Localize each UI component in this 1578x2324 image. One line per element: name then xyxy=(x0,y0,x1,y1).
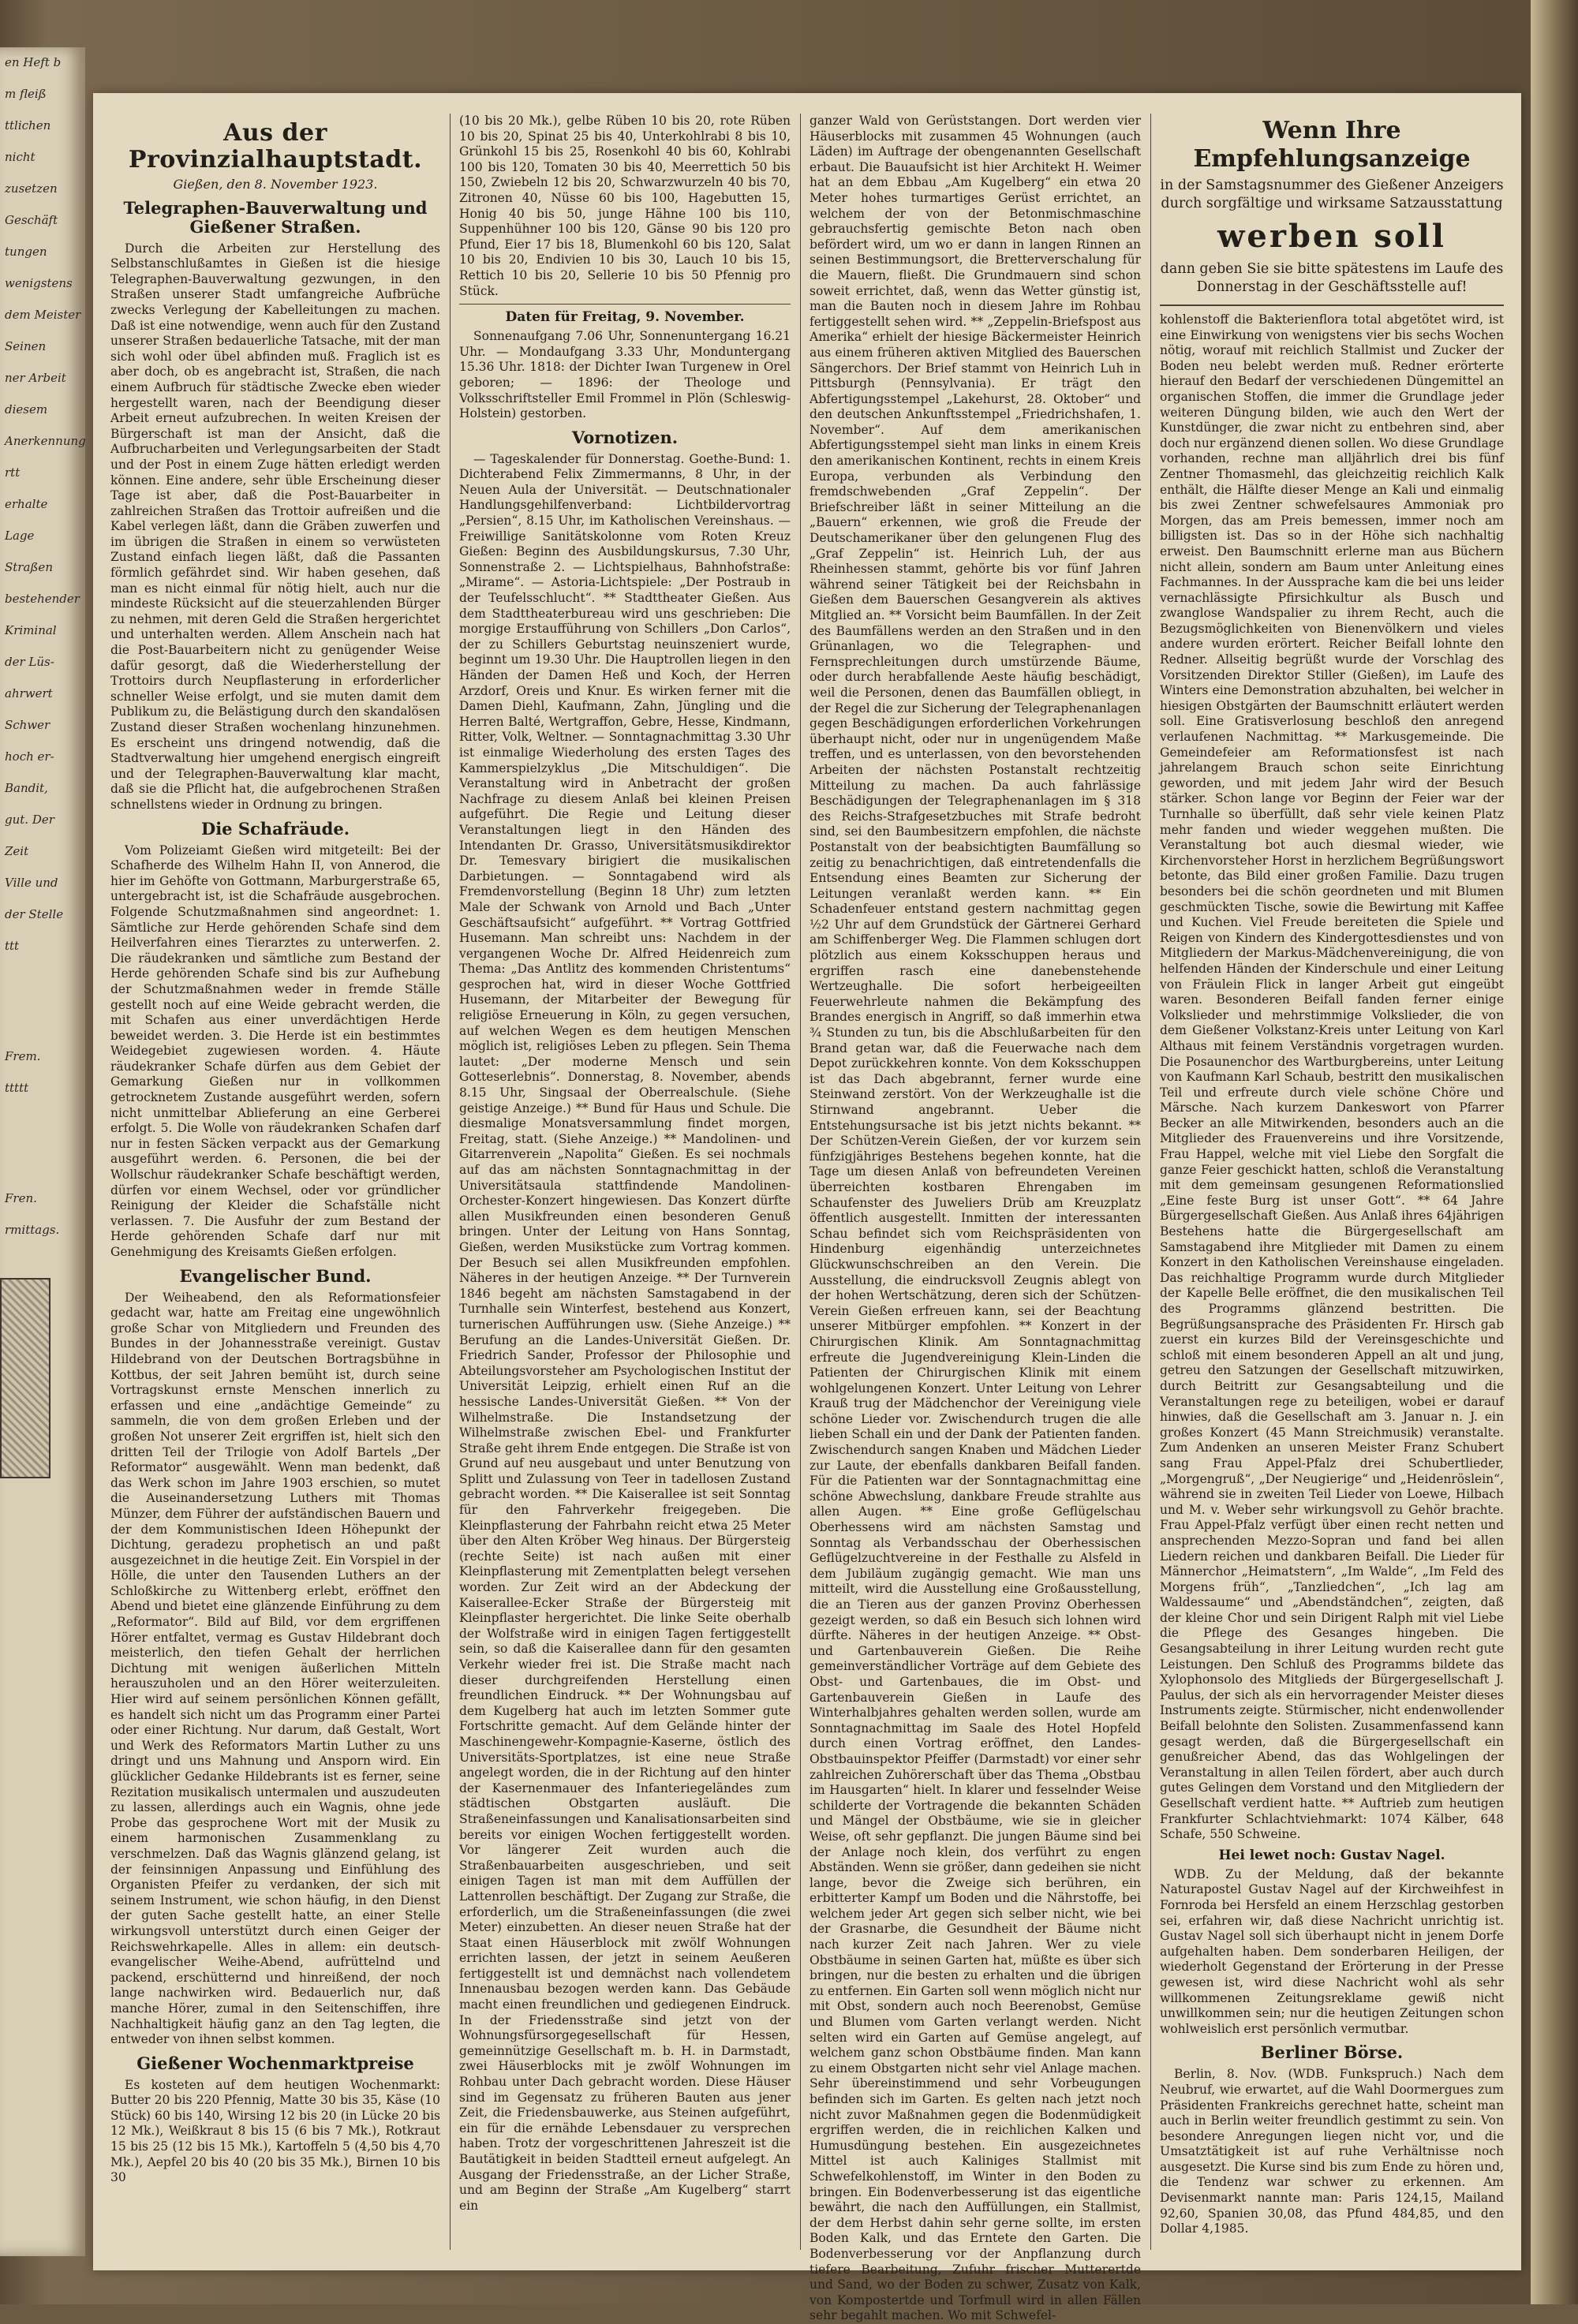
article-wochenmarkt-cont: (10 bis 20 Mk.), gelbe Rüben 10 bis 20, rote Rüben 10 bis 20, Spinat 25 bis 40, Unterkohlrabi 8 bis 10, Grünkohl 15 bis 25, Rosenkohl 40 bis 60, Kohlrabi 100 bis 120, Tomaten 30 bis 40, Meerrettich 50 bis 150, Zwiebeln 12 bis 20, Schwarzwurzeln 40 bis 70, Zitronen 40, Nüsse 60 bis 100, Hagebutten 15, Honig 40 bis 50, junge Hähne 100 bis 110, Suppenhühner 100 bis 120, Gänse 90 bis 120 pro Pfund, Eier 17 bis 18, Blumenkohl 60 bis 120, Salat 10 bis 20, Endivien 10 bis 30, Lauch 10 bis 15, Rettich 10 bis 20, Sellerie 10 bis 50 Pfennig pro Stück. xyxy=(459,114,791,298)
right-page-edge xyxy=(1531,0,1578,2304)
column-3 xyxy=(810,114,1141,2323)
column-rule xyxy=(450,114,451,2250)
left-page-fragment: ahrwert xyxy=(5,686,53,701)
left-page-fragment: ttlichen xyxy=(5,118,51,133)
left-page-fragment: Anerkennung xyxy=(5,434,86,448)
left-page-fragment: erhalte xyxy=(5,497,48,511)
left-page-fragment: rtt xyxy=(5,465,21,480)
advertisement-box xyxy=(1160,117,1504,297)
left-page-fragment: diesem xyxy=(5,402,48,417)
article-daten: Sonnenaufgang 7.06 Uhr, Sonnenuntergang 16.21 Uhr. — Mondaufgang 3.33 Uhr, Monduntergang 15.36 Uhr. 1818: der Dichter Iwan Turgenew in Orel geboren; — 1896: der Theologe und Volksschriftsteller Emil Frommel in Plön (Schleswig-Holstein) gestorben. xyxy=(459,329,791,421)
ad-headline: werben soll xyxy=(1217,218,1446,255)
column-2 xyxy=(459,114,791,2250)
ad-line: dann geben Sie sie bitte spätestens im Laufe des xyxy=(1160,261,1504,277)
article-evangelischer-bund: Der Weiheabend, den als Reformationsfeier gedacht war, hatte am Freitag eine ungewöhnlich große Schar von Mitgliedern und Freunden des Bundes in der Johannesstraße vereinigt. Gustav Hildebrand von der Deutschen Bortragsbühne in Kottbus, der seit Jahren bemüht ist, durch seine Vortragskunst ernste Menschen innerlich zu erfassen und eine „andächtige Gemeinde“ zu sammeln, die von dem großen Erleben und der großen Not unserer Zeit ergriffen ist, hielt sich den dritten Teil der Trilogie von Adolf Bartels „Der Reformator“ ausgewählt. Wenn man bedenkt, daß das Werk schon im Jahre 1903 erschien, so mutet die Auseinandersetzung Luthers mit Thomas Münzer, dem Führer der aufständischen Bauern und der dem Kommunistischen Ideen Höhepunkt der Dichtung, geradezu prophetisch an und paßt ausgezeichnet in die heutige Zeit. Ein Vorspiel in der Hölle, die unter den Tausenden Luthers an der Schloßkirche zu Wittenberg erlebt, eröffnet den Abend und bietet eine glänzende Einführung zu dem „Reformator“. Bild auf Bild, vor dem ergriffenen Hörer entfaltet, vermag es Gustav Hildebrant doch meisterlich, den tiefen Gehalt der herrlichen Dichtung mit wenigen äußerlichen Mitteln herauszuholen und an den Hörer weiterzuleiten. Hier wird auf seinem persönlichen Können gefällt, es handelt sich nicht um das Programm einer Partei oder einer Richtung. Nur darum, daß Gestalt, Wort und Werk des Reformators Martin Luther zu uns dringt und uns Mahnung und Ansporn wird. Ein glücklicher Gedanke Hildebrants ist es ferner, seine Rezitation musikalisch untermalen und auszudeuten zu lassen, allerdings auch ein Wagnis, ohne jede Probe das gesprochene Wort mit der Musik zu einem harmonischen Zusammenklang zu verschmelzen. Daß das Wagnis glänzend gelang, ist der feinsinnigen Anpassung und Einfühlung des Organisten Pfeifer zu verdanken, der sich mit seinem Instrument, wie schon häufig, in den Dienst der guten Sache gestellt hatte, an einer Stelle wirkungsvoll unterstützt durch einen Geiger der Reichswehrkapelle. Alles in allem: ein deutsch-evangelischer Weihe-Abend, aufrüttelnd und packend, erschütternd und hinreißend, der noch lange nachwirken wird. Bedauerlich nur, daß manche Hörer, zumal in den Seitenschiffen, ihre Nachhaltigkeit häufig ganz an den Tag legten, die entweder von ihnen selbst kommen. xyxy=(110,1290,440,2047)
left-page-fragment: dem Meister xyxy=(5,308,81,322)
article-local-news-cont: kohlenstoff die Bakterienflora total abgetötet wird, ist eine Einwirkung von wenigstens vier bis sechs Wochen nötig, worauf mit reichlich Stallmist und Zucker der Boden neu belebt werden muß. Redner erörterte hierauf den Bedarf der verschiedenen Düngemittel an organischen Stoffen, die immer die Grundlage jeder weiteren Düngung bilden, wie auch den Wert der Kunstdünger, die zwar nicht zu entbehren sind, aber doch nur ergänzend dienen sollen. Wo diese Grundlage vorhanden, rechne man alljährlich drei bis fünf Zentner Thomasmehl, das gleichzeitig reichlich Kalk enthält, die Hälfte dieser Menge an Kali und einmalig bis zwei Zentner schwefelsaures Ammoniak pro Morgen, das am Preis bemessen, immer noch am billigsten ist. Das so in der Höhe sich nachhaltig erweist. Den Baumschnitt erlerne man aus Büchern nicht allein, sondern am Baum unter Anleitung eines Fachmannes. In der Aussprache kam die bei uns leider vernachlässigte Pfirsichkultur als Busch und zwanglose Wandspalier zu ihrem Recht, auch die Bezugsmöglichkeiten von Bienenvölkern und vieles andere wurden erörtert. Reicher Beifall lohnte den Redner. Allseitig begrüßt wurde der Vorschlag des Vorsitzenden Direktor Stiller (Gießen), im Laufe des Winters eine Demonstration abzuhalten, bei welcher in hiesigen Obstgärten der Baumschnitt erläutert werden soll. Eine Gratisverlosung beschloß den anregend verlaufenen Nachmittag. ** Markusgemeinde. Die Gemeindefeier am Reformationsfest ist nach jahrelangem Brauch schon seite Einrichtung geworden, und mit jedem Jahr wird der Besuch stärker. Schon lange vor Beginn der Feier war der Turnhalle so überfüllt, daß sehr viele keinen Platz mehr fanden und wieder weggehen mußten. Die Veranstaltung bot auch diesmal wieder, wie Kirchenvorsteher Horst in herzlichem Begrüßungswort betonte, das Bild einer großen Familie. Dazu trugen besonders bei die schön geordneten und mit Blumen geschmückten Tische, sowie die Bewirtung mit Kaffee und Kuchen. Viel Freude bereiteten die Spiele und Reigen von Kindern des Kindergottesdienstes und von Mitgliedern der Markus-Mädchenvereinigung, die von helfenden Händen der Kinderschule und einer Leitung von Fräulein Flick in langer Arbeit gut eingeübt waren. Besonderen Beifall fanden ferner einige Volkslieder und mehrstimmige Volkslieder, die von dem Gießener Volkstanz-Kreis unter Leitung von Karl Althaus mit feinem Verständnis vorgetragen wurden. Die Posaunenchor des Wartburgbereins, unter Leitung von Kaufmann Karl Schaub, bestritt den musikalischen Teil und erfreute durch viele schöne Chöre und Märsche. Nach kurzem Dankeswort von Pfarrer Becker an alle Mitwirkenden, besonders auch an die Mitglieder des Frauenvereins und ihre Vorsitzende, Frau Happel, welche mit viel Liebe den Sorgfalt die ganze Feier geschickt hatten, schloß die Veranstaltung mit dem gemeinsam gesungenen Reformationslied „Eine feste Burg ist unser Gott“. ** 64 Jahre Bürgergesellschaft Gießen. Aus Anlaß ihres 64jährigen Bestehens hatte die Bürgergesellschaft am Samstagabend ihre Mitglieder mit Damen zu einem Konzert in den Katholischen Vereinshause eingeladen. Das reichhaltige Programm wurde durch Mitglieder der Kapelle Belle eröffnet, die den musikalischen Teil des Programms glänzend bestritten. Die Begrüßungsansprache des Präsidenten Fr. Hirsch gab zuerst ein kurzes Bild der Vereinsgeschichte und schloß mit einem besonderen Appell an alt und jung, getreu den Satzungen der Gesellschaft mitzuwirken, durch Beitritt zur Gesangsabteilung und die Veranstaltungen rege zu beteiligen, wobei er darauf hinwies, daß die Gesellschaft am 3. Januar n. J. ein großes Konzert (45 Mann Streichmusik) veranstalte. Zum Andenken an unseren Meister Franz Schubert sang Frau Appel-Pfalz drei Schubertlieder, „Morgengruß“, „Der Neugierige“ und „Heidenröslein“, während sie in zweiten Teil Lieder von Loewe, Hilbach und M. v. Weber sehr wirkungsvoll zu Gehör brachte. Frau Appel-Pfalz verfügt über einen recht netten und ansprechenden Mezzo-Sopran und fand bei allen Liedern reichen und dankbaren Beifall. Die Lieder für Männerchor „Heimatstern“, „Im Walde“, „Im Feld des Morgens früh“, „Tanzliedchen“, „Ich lag am Waldessaume“ und „Abendständchen“, zeigten, daß der kleine Chor und sein Dirigent Ralph mit viel Liebe die Pflege des Gesanges hingeben. Die Gesangsabteilung in ihrer Leitung wurden recht gute Leistungen. Den Schluß des Programms bildete das Xylophonsolo des Mitglieds der Bürgergesellschaft J. Paulus, der sich als ein hervorragender Meister dieses Instruments zeigte. Stürmischer, nicht endenwollender Beifall belohnte den Solisten. Zusammenfassend kann gesagt werden, daß die Bürgergesellschaft ein genußreicher Abend, das das Wohlgelingen der Veranstaltung in allen Teilen fördert, aber auch durch gutes Gelingen dem Vorstand und den Mitgliedern der Gesellschaft verdient hatte. ** Auftrieb zum heutigen Frankfurter Schlachtviehmarkt: 1074 Kälber, 648 Schafe, 550 Schweine. xyxy=(1160,312,1504,1842)
dateline: Gießen, den 8. November 1923. xyxy=(173,177,378,192)
left-page-fragment: Schwer xyxy=(5,718,50,732)
article-berliner-boerse: Berlin, 8. Nov. (WDB. Funkspruch.) Nach dem Neubruf, wie erwartet, auf die Wahl Doormergues zum Präsidenten Frankreichs gerechnet hatte, scheint man auch in Berlin weiter freundlich gestimmt zu sein. Von besondere Anregungen liegen nicht vor, und die Umsatztätigkeit ist auf ruhe Verhältnisse noch ausgesetzt. Die Kurse sind bis zum Ende zu hören und, die Tendenz war schwer zu erkennen. Am Devisenmarkt nannte man: Paris 124,15, Mailand 92,60, Spanien 30,08, das Pfund 484,85, und den Dollar 4,1985. xyxy=(1160,2067,1504,2236)
article-telegraph: Durch die Arbeiten zur Herstellung des Selbstanschlußamtes in Gießen ist die hiesige Telegraphen-Bauverwaltung gezwungen, in den Straßen unserer Stadt umfangreiche Aufbrüche zwecks Verlegung der Kabelleitungen zu machen. Daß ist eine notwendige, wenn auch für den Zustand unserer Straßen bedauerliche Tatsache, mit der man sich wohl oder übel abfinden muß. Fraglich ist es aber doch, ob es angebracht ist, Straßen, die nach einem Aufbruch für städtische Zwecke eben wieder hergestellt waren, nach der Beendigung dieser Arbeit erneut aufzubrechen. In weiten Kreisen der Bürgerschaft ist man der Ansicht, daß die Aufbrucharbeiten und Verlegungsarbeiten der Stadt und der Post in einem Zuge hätten erledigt werden können. Eine andere, sehr üble Erscheinung dieser Tage ist aber, daß die Post-Bauarbeiter in zahlreichen Straßen das Trottoir aufreißen und die Kabel verlegen läßt, dann die Gräben zuwerfen und im übrigen die Straßen in einem so verwüsteten Zustand einfach liegen läßt, daß die Passanten förmlich gefährdet sind. Wir haben gesehen, daß man es nicht einmal für nötig hielt, auch nur die mindeste Rücksicht auf die steuerzahlenden Bürger zu nehmen, mit deren Geld die Straßen hergerichtet und unterhalten werden. Allem Anschein nach hat die Post-Bauarbeitern nicht zu genügender Weise dafür gesorgt, daß die Wiederherstellung der Trottoirs durch Neupflasterung in erforderlicher schneller Weise erfolgt, und sie muten damit dem Publikum zu, die Belästigung durch den skandalösen Zustand dieser Straßen wochenlang hinzunehmen. Es erscheint uns dringend notwendig, daß die Stadtverwaltung hier umgehend energisch eingreift und der Telegraphen-Bauverwaltung klar macht, daß sie die Pflicht hat, die aufgebrochenen Straßen schnellstens wieder in Ordnung zu bringen. xyxy=(110,241,440,812)
left-page-fragment: Ville und xyxy=(5,876,58,890)
heading-berliner-boerse: Berliner Börse. xyxy=(1260,2042,1404,2063)
left-page-fragment: hoch er- xyxy=(5,749,54,764)
article-wochenmarkt: Es kosteten auf dem heutigen Wochenmarkt: Butter 20 bis 220 Pfennig, Matte 30 bis 35, Käse (10 Stück) 60 bis 140, Wirsing 12 bis 20 (in Lücke 20 bis 12 Mk.), Weißkraut 8 bis 15 (6 bis 7 Mk.), Rotkraut 15 bis 25 (12 bis 15 Mk.), Kartoffeln 5 (4,50 bis 4,70 Mk.), Aepfel 20 bis 40 (20 bis 35 Mk.), Birnen 10 bis 30 xyxy=(110,2077,440,2185)
department-title: Aus der Provinzialhauptstadt. xyxy=(128,119,423,174)
ad-line: Donnerstag in der Geschäftsstelle auf! xyxy=(1196,279,1468,295)
column-rule xyxy=(800,114,801,2250)
left-page-fragment: Frem. xyxy=(5,1049,41,1063)
left-page-fragment: nicht xyxy=(5,150,36,164)
left-page-strip xyxy=(0,47,85,2256)
left-page-fragment: bestehender xyxy=(5,592,80,606)
divider xyxy=(459,304,791,305)
heading-evangelischer-bund: Evangelischer Bund. xyxy=(179,1265,372,1286)
column-1 xyxy=(110,114,440,2250)
heading-schafraeude: Die Schafräude. xyxy=(200,818,350,839)
article-vornotizen: — Tageskalender für Donnerstag. Goethe-Bund: 1. Dichterabend Felix Zimmermanns, 8 Uhr, in der Neuen Aula der Universität. — Deutschnationaler Handlungsgehilfenverband: Lichtbildervortrag „Persien“, 8.15 Uhr, im Katholischen Vereinshaus. — Freiwillige Sanitätskolonne vom Roten Kreuz Gießen: Beginn des Ausbildungskursus, 7.30 Uhr, Sonnenstraße 2. — Lichtspielhaus, Bahnhofstraße: „Mirame“. — Astoria-Lichtspiele: „Der Postraub in der Teufelsschlucht“. ** Stadttheater Gießen. Aus dem Stadttheaterbureau wird uns geschrieben: Die morgige Erstaufführung von Schillers „Don Carlos“, der zu Schillers Geburtstag neuinszeniert wurde, beginnt um 19.30 Uhr. Die Hauptrollen liegen in den Händen der Damen Heß und Koch, der Herren Arzdorf, Oreis und Knur. Es wirken ferner mit die Damen Diehl, Kaufmann, Zahn, Jüngling und die Herren Balté, Wertgraffon, Gebre, Hesse, Kindmann, Ritter, Volk, Weltner. — Sonntagnachmittag 3.30 Uhr ist einmalige Wiederholung des ersten Tages des Kammerspielzyklus „Die Mitschuldigen“. Die Veranstaltung wird in Anbetracht der großen Nachfrage zu diesem Anlaß bei kleinen Preisen aufgeführt. Die Regie und Leitung dieser Veranstaltungen liegt in den Händen des Intendanten Dr. Grasso, Universitätsmusikdirektor Dr. Temesvary birigiert die musikalischen Darbietungen. — Sonntagabend wird als Fremdenvorstellung (Beginn 18 Uhr) zum letzten Male der Schwank von Arnold und Bach „Unter Geschäftsaufsicht“ aufgeführt. ** Vortrag Gottfried Husemann. Man schreibt uns: Nachdem in der vergangenen Woche Dr. Alfred Heidenreich zum Thema: „Das Antlitz des kommenden Christentums“ gesprochen hat, wird in dieser Woche Gottfried Husemann, der Mitarbeiter der Bewegung für religiöse Erneuerung in Köln, zu gegen versuchen, auf welchen Wegen es dem heutigen Menschen möglich ist, religiöses Leben zu pflegen. Sein Thema lautet: „Der moderne Mensch und sein Gotteserlebnis“. Donnerstag, 8. November, abends 8.15 Uhr, Singsaal der Oberrealschule. (Siehe geistige Anzeige.) ** Bund für Haus und Schule. Die diesmalige Monatsversammlung findet morgen, Freitag, statt. (Siehe Anzeige.) ** Mandolinen- und Gitarrenverein „Napolita“ Gießen. Es sei nochmals auf das am nächsten Sonntagnachmittag in der Universitätsaula stattfindende Mandolinen-Orchester-Konzert hingewiesen. Das Konzert dürfte allen Musikfreunden einen besonderen Genuß bringen. Unter der Leitung von Hans Sonntag, Gießen, werden Musikstücke zum Vortrag kommen. Der Besuch sei allen Musikfreunden empfohlen. Näheres in der heutigen Anzeige. ** Der Turnverein 1846 begeht am nächsten Samstagabend in der Turnhalle sein Winterfest, bestehend aus Konzert, turnerischen Aufführungen usw. (Siehe Anzeige.) ** Berufung an die Landes-Universität Gießen. Dr. Friedrich Sander, Professor der Philosophie und Abteilungsvorsteher am Psychologischen Institut der Universität Leipzig, erhielt einen Ruf an die hessische Landes-Universität Gießen. ** Von der Wilhelmstraße. Die Instandsetzung der Wilhelmstraße zwischen Ebel- und Frankfurter Straße geht ihrem Ende entgegen. Die Straße ist von Grund auf neu ausgebaut und unter Benutzung von Splitt und Zulassung von Teer in tadellosen Zustand gebracht worden. ** Die Kaiserallee ist seit Sonntag für den Fahrverkehr freigegeben. Die Kleinpflasterung der Fahrbahn reicht etwa 25 Meter über den Alten Kröber Weg hinaus. Der Bürgersteig (rechte Seite) ist nach außen mit einer Kleinpflasterung mit Zementplatten belegt versehen worden. Zur Zeit wird an der Abdeckung der Kaiserallee-Ecker Straße der Bürgersteig mit Kleinpflaster hergerichtet. Die linke Seite oberhalb der Wolfstraße wird in einigen Tagen fertiggestellt sein, so daß die Kaiserallee dann für den gesamten Verkehr wieder frei ist. Die Straße macht nach dieser durchgreifenden Herstellung einen freundlichen Eindruck. ** Der Wohnungsbau auf dem Kugelberg hat auch im letzten Sommer gute Fortschritte gemacht. Auf dem Gelände hinter der Maschinengewehr-Kompagnie-Kaserne, östlich des Universitäts-Sportplatzes, ist eine neue Straße angelegt worden, die in der Richtung auf den hinter der Kasernenmauer des Infanteriegeländes zum städtischen Obstgarten ausläuft. Die Straßeneinfassungen und Kanalisationsarbeiten sind bereits vor einigen Wochen fertiggestellt worden. Vor längerer Zeit wurden auch die Straßenbauarbeiten ausgeschrieben, und seit einigen Tagen ist man mit dem Auffüllen der Lattenrollen beschäftigt. Der Zugang zur Straße, die erforderlich, um die Straßeneinfassungen (die zwei Meter) einzubetten. An dieser neuen Straße hat der Staat einen Häuserblock mit zwölf Wohnungen errichten lassen, der jetzt in seinem Aeußeren fertiggestellt ist und demnächst nach vollendetem Innenausbau bezogen werden kann. Das Gebäude macht einen freundlichen und gediegenen Eindruck. In der Friedensstraße sind jetzt von der Wohnungsfürsorgegesellschaft für Hessen, gemeinnützige Gesellschaft m. b. H. in Darmstadt, zwei Häuserblocks mit je zwölf Wohnungen im Rohbau unter Dach gebracht worden. Diese Häuser sind im Gegensatz zu früheren Bauten aus jener Zeit, die Friedensbauwerke, aus Steinen aufgeführt, ein für die ernähde Lebensdauer zu versprechen haben. Trotz der vorgeschrittenen Jahreszeit ist die Bautätigkeit in beiden Stadtteil erneut aufgelegt. An Ausgang der Friedensstraße, an der Licher Straße, und am Beginn der Straße „Am Kugelberg“ starrt ein xyxy=(459,451,791,2213)
article-gustav-nagel: WDB. Zu der Meldung, daß der bekannte Naturapostel Gustav Nagel auf der Kirchweihfest in Fornroda bei Hersfeld an einem Herzschlag gestorben sei, erfahren wir, daß diese Nachricht unrichtig ist. Gustav Nagel soll sich überhaupt nicht in jenem Dorfe aufgehalten haben. Dem sonderbaren Heiligen, der wiederholt Gegenstand der Erörterung in der Presse gewesen ist, wird diese Nachricht wohl als sehr willkommenen Zeitungsreklame gewiß nicht unwillkommen sein; nur die heutigen Zeitungen schon wohlweislich erst persönlich vermutbar. xyxy=(1160,1866,1504,2036)
left-page-fragment: en Heft b xyxy=(5,55,62,69)
left-page-fragment: der Lüs- xyxy=(5,655,54,669)
left-page-fragment: ttt xyxy=(5,939,20,953)
ad-line: durch sorgfältige und wirksame Satzausstattung xyxy=(1161,196,1503,211)
left-page-fragment: rmittags. xyxy=(5,1223,60,1237)
left-page-fragment: der Stelle xyxy=(5,907,64,921)
left-page-fragment: wenigstens xyxy=(5,276,73,290)
left-page-fragment: zusetzen xyxy=(5,181,58,196)
heading-vornotizen: Vornotizen. xyxy=(571,427,679,447)
ad-title: Wenn Ihre Empfehlungsanzeige xyxy=(1193,117,1471,173)
heading-wochenmarkt: Gießener Wochenmarktpreise xyxy=(136,2053,414,2073)
left-page-fragment: Straßen xyxy=(5,560,53,574)
left-page-map-illustration xyxy=(0,1278,50,1478)
left-page-fragment: Zeit xyxy=(5,844,29,858)
left-page-fragment: gut. Der xyxy=(5,813,54,827)
left-page-fragment: Bandit, xyxy=(5,781,48,795)
left-page-fragment: Lage xyxy=(5,529,35,543)
left-page-fragment: ner Arbeit xyxy=(5,371,66,385)
left-page-fragment: tungen xyxy=(5,245,47,259)
left-page-fragment: ttttt xyxy=(5,1081,29,1095)
heading-daten: Daten für Freitag, 9. November. xyxy=(505,309,745,326)
left-page-fragment: Kriminal xyxy=(5,623,57,637)
heading-gustav-nagel: Hei lewet noch: Gustav Nagel. xyxy=(1218,1847,1445,1863)
column-4 xyxy=(1160,114,1504,2250)
heading-telegraph: Telegraphen-Bauverwaltung und Gießener Straßen. xyxy=(123,197,428,237)
newspaper-page xyxy=(93,93,1521,2323)
left-page-fragment: Seinen xyxy=(5,339,47,353)
divider xyxy=(1160,305,1504,306)
left-page-fragment: Fren. xyxy=(5,1191,37,1205)
article-local-news: ganzer Wald von Gerüststangen. Dort werden vier Häuserblocks mit zusammen 45 Wohnungen (auch Läden) im Auftrage der obengenannten Gesellschaft erbaut. Die Bauaufsicht ist hier Architekt H. Weimer hat an dem Ebbau „Am Kugelberg“ ein etwa 20 Meter hohes turmartiges Gerüst errichtet, an welchem der von der Betonmischmaschine gebrauchsfertig gemischte Beton nach oben befördert wird, um wo er dann in langen Rinnen an seinen Bestimmungsort, die Bretterverschalung für die Mauern, fließt. Die Grundmauern sind schon soweit errichtet, daß, wenn das Wetter günstig ist, man die Bauten noch in diesem Jahre im Rohbau fertiggestellt sehen wird. ** „Zeppelin-Briefspost aus Amerika“ erhielt der hiesige Bäckermeister Heinrich aus einem früheren aktiven Mitglied des Bauerschen Sängerchors. Der Brief stammt von Heinrich Luh in Pittsburgh (Pennsylvania). Er trägt den Abfertigungsstempel „Lakehurst, 28. Oktober“ und den deutschen Ankunftsstempel „Friedrichshafen, 1. November“. Auf dem amerikanischen Abfertigungsstempel sieht man links in einem Kreis den amerikanischen Kontinent, rechts in einem Kreis Europa, verbunden als Verbindung den fremdschwebenden „Graf Zeppelin“. Der Briefschreiber läßt in seiner Mitteilung an die „Bauern“ erkennen, wie groß die Freude der Deutschamerikaner über den gelungenen Flug des „Graf Zeppelin“ ist. Heinrich Luh, der aus Rheinhessen stammt, gehörte bis vor fünf Jahren während seiner Tätigkeit bei der Reichsbahn in Gießen dem Bauerschen Gesangverein als aktives Mitglied an. ** Vorsicht beim Baumfällen. In der Zeit des Baumfällens werden an den Straßen und in den Grünanlagen, wo die Telegraphen- und Fernsprechleitungen durch umstürzende Bäume, oder durch herabfallende Aeste häufig beschädigt, weil die Personen, denen das Baumfällen obliegt, in der Regel die zur Sicherung der Telegraphenanlagen gegen Beschädigungen erforderlichen Vorkehrungen überhaupt nicht, oder nur in ungenügendem Maße treffen, und es unterlassen, von den bevorstehenden Arbeiten der nächsten Postanstalt rechtzeitig Mitteilung zu machen. Da auch fahrlässige Beschädigungen der Telegraphenanlagen im § 318 des Reichs-Strafgesetzbuches mit Strafe bedroht sind, sei den Baumbesitzern empfohlen, die nächste Postanstalt von der beabsichtigten Baumfällung so zeitig zu benachrichtigen, daß eintretendenfalls die Entsendung eines Beamten zur Sicherung der Leitungen veranlaßt werden kann. ** Ein Schadenfeuer entstand gestern nachmittag gegen ½2 Uhr auf dem Grundstück der Gärtnerei Gerhard am Schiffenberger Weg. Die Flammen schlugen dort plötzlich aus einem Koksschuppen heraus und ergriffen rasch eine danebenstehende Wertzeughalle. Die sofort herbeigeeilten Feuerwehrleute nahmen die Bekämpfung des Brandes energisch in Angriff, so daß immerhin etwa ¾ Stunden zu tun, bis die Abschlußarbeiten für den Brand getan war, daß die Feuerwache nach dem Depot zurückkehren konnte. Von dem Koksschuppen ist das Dach abgebrannt, ferner wurde eine Steinwand zerstört. Von der Werkzeughalle ist die Stirnwand angebrannt. Ueber die Entstehungsursache ist bis jetzt nichts bekannt. ** Der Schützen-Verein Gießen, der vor kurzem sein fünfzigjähriges Bestehens begehen konnte, hat die Tage um diesen Anlaß von befreundeten Vereinen überreichten kostbaren Ehrengaben im Schaufenster des Juweliers Drüb am Kreuzplatz öffentlich ausgestellt. Inmitten der interessanten Schau befindet sich vom Reichspräsidenten von Hindenburg eigenhändig unterzeichnetes Glückwunschschreiben an den Verein. Die Ausstellung, die eindrucksvoll Zeugnis ablegt von der hohen Wertschätzung, deren sich der Schützen-Verein Gießen erfreuen kann, sei der Beachtung unserer Mitbürger empfohlen. ** Konzert in der Chirurgischen Klinik. Am Sonntagnachmittag erfreute die Jugendvereinigung Klein-Linden die Patienten der Chirurgischen Klinik mit einem wohlgelungenen Konzert. Unter Leitung von Lehrer Krauß trug der Mädchenchor der Vereinigung viele schöne Lieder vor. Zwischendurch trugen die alle lieben Schall ein und der Dank der Patienten fanden. Zwischendurch sangen Knaben und Mädchen Lieder zur Laute, der ebenfalls dankbaren Beifall fanden. Für die Patienten war der Sonntagnachmittag eine schöne Abwechslung, dankbare Freude strahlte aus allen Augen. ** Eine große Geflügelschau Oberhessens wird am nächsten Samstag und Sonntag als Verbandsschau der Oberhessischen Geflügelzuchtvereine in der Festhalle zu Alsfeld in dem Jubiläum zugängig gemacht. Wie man uns mitteilt, wird die Ausstellung eine Großausstellung, die an Tieren aus der ganzen Provinz Oberhessen gezeigt werden, so daß ein Besuch sich lohnen wird dürfte. Näheres in der heutigen Anzeige. ** Obst- und Gartenbauverein Gießen. Die Reihe gemeinverständlicher Vorträge auf dem Gebiete des Obst- und Gartenbaues, die im Obst- und Gartenbauverein Gießen in Laufe des Winterhalbjahres gehalten werden sollen, wurde am Sonntagnachmittag im Saale des Hotel Hopfeld durch einen Vortrag eröffnet, den Landes-Obstbauinspektor Pfeiffer (Darmstadt) vor einer sehr zahlreichen Zuhörerschaft über das Thema „Obstbau im Hausgarten“ hielt. In klarer und fesselnder Weise schilderte der Vortragende die bekannten Schäden und Mängel der Obstbäume, wie sie in gleicher Weise, oft sehr gepflanzt. Die jungen Bäume sind bei der Anlage noch klein, dos verführt zu engen Abständen. Wenn sie größer, dann gedeihen sie nicht lange, bevor die Zweige sich berühren, ein erbitterter Kampf um Boden und die Nährstoffe, bei welchem jeder Art gegen sich selber nicht, wie bei der Grasnarbe, die Gesundheit der Bäume nicht nach kurzer Zeit nach Jahren. Wer zu viele Obstbäume in seinen Garten hat, müßte es über sich bringen, nur die besten zu erhalten und die übrigen zu entfernen. Ein Garten soll wenn möglich nicht nur mit Obst, sondern auch noch Beerenobst, Gemüse und Blumen vom Garten verlangt werden. Nicht selten wird ein Garten auf Gemüse angelegt, auf welchem ganz schon Obstbäume finden. Man kann zu einem Obstgarten nicht sehr viel Anlage machen. Sehr übereinstimmend und sehr Vorbeugungen befinden sich im Garten. Es gelten nach jetzt noch nicht zuvor Maßnahmen gegen die Bodenmüdigkeit ergriffen werden, die in reichlichen Kalken und Humusdüngung bestehen. Ein ausgezeichnetes Mittel ist auch Kaliniges Stallmist mit Schwefelkohlenstoff, im Winter in den Boden zu bringen. Ein Bodenverbesserung ist das eigentliche bewährt, die nach den Auffüllungen, ein Stallmist, der dem Herbst dahin sehr gerne sollte, im ersten Boden Kalk, und das Erntete den Garten. Die Bodenverbesserung vor der Anpflanzung durch tiefere Bearbeitung, Zufuhr frischer Mutterertde und Sand, wo der Boden zu schwer, Zusatz von Kalk, von Kompostertde und Torfmull wird in allen Fällen sehr begahlt machen. Wo mit Schwefel- xyxy=(810,114,1141,2323)
column-rule xyxy=(1150,114,1151,2250)
ad-line: in der Samstagsnummer des Gießener Anzeigers xyxy=(1160,177,1504,193)
article-schafraeude: Vom Polizeiamt Gießen wird mitgeteilt: Bei der Schafherde des Wilhelm Hahn II, von Annerod, die hier im Gehöfte von Gottmann, Marburgerstraße 65, untergebracht ist, ist die Schafräude ausgebrochen. Folgende Schutzmaßnahmen sind angeordnet: 1. Sämtliche zur Herde gehörenden Schafe sind dem Heilverfahren eines Tierarztes zu unterwerfen. 2. Die räudekranken und sämtliche zum Bestand der Herde gehörenden Schafe sind bis zur Aufhebung der Schutzmaßnahmen weder in fremde Ställe gestellt noch auf eine Weide gebracht werden, die mit Schafen aus einer unverdächtigen Herde beweidet werden. 3. Die Herde ist ein bestimmtes Weidegebiet zugewiesen worden. 4. Häute räudekranker Schafe dürfen aus dem Gebiet der Gemarkung Gießen nur in vollkommen getrocknetem Zustande ausgeführt werden, sofern nicht unmittelbar Ablieferung an eine Gerberei erfolgt. 5. Die Wolle von räudekranken Schafen darf nur in festen Säcken verpackt aus der Gemarkung ausgeführt werden. 6. Personen, die bei der Wollschur räudekranker Schafe beschäftigt werden, dürfen vor einem Wechsel, oder vor gründlicher Reinigung der Kleider die Schafställe nicht verlassen. 7. Die Ausfuhr der zum Bestand der Herde gehörenden Schafe darf nur mit Genehmigung des Kreisamts Gießen erfolgen. xyxy=(110,843,440,1259)
left-page-fragment: Geschäft xyxy=(5,213,58,227)
left-page-fragment: m fleiß xyxy=(5,87,47,101)
